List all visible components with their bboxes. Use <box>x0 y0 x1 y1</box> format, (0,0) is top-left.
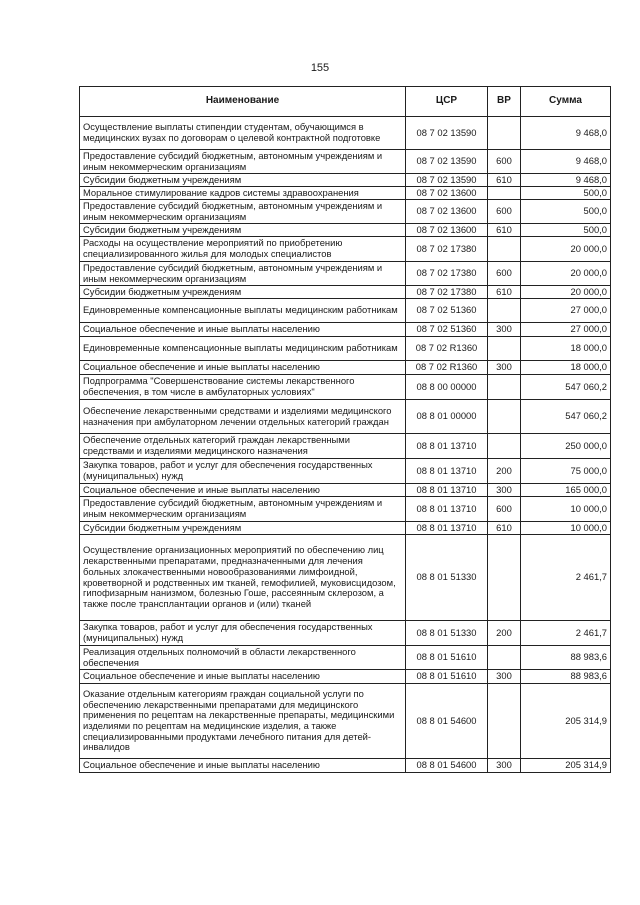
budget-table <box>79 86 611 773</box>
cell-sum: 27 000,0 <box>521 323 611 337</box>
table-row <box>80 621 611 646</box>
cell-csr: 08 8 01 13710 <box>406 522 488 535</box>
table-row <box>80 323 611 337</box>
cell-name: Социальное обеспечение и иные выплаты населению <box>80 323 406 337</box>
table-header-row <box>80 87 611 117</box>
cell-sum: 18 000,0 <box>521 361 611 375</box>
table-row <box>80 646 611 670</box>
cell-csr: 08 8 01 51330 <box>406 535 488 621</box>
cell-csr: 08 7 02 R1360 <box>406 361 488 375</box>
cell-name: Предоставление субсидий бюджетным, автономным учреждениям и иным некоммерческим организациям <box>80 150 406 174</box>
cell-vr <box>488 400 521 434</box>
table-row <box>80 375 611 400</box>
table-body <box>80 117 611 773</box>
table-row <box>80 187 611 200</box>
cell-vr: 610 <box>488 286 521 299</box>
cell-csr: 08 8 01 13710 <box>406 484 488 497</box>
cell-sum: 250 000,0 <box>521 434 611 459</box>
header-name: Наименование <box>80 87 406 117</box>
cell-sum: 27 000,0 <box>521 299 611 323</box>
table-row <box>80 522 611 535</box>
table-row <box>80 174 611 187</box>
cell-vr <box>488 187 521 200</box>
cell-csr: 08 8 01 13710 <box>406 497 488 522</box>
cell-name: Социальное обеспечение и иные выплаты населению <box>80 670 406 684</box>
cell-name: Обеспечение лекарственными средствами и изделиями медицинского назначения при амбулаторном лечении отдельных категорий граждан <box>80 400 406 434</box>
cell-csr: 08 8 01 13710 <box>406 459 488 484</box>
cell-vr <box>488 337 521 361</box>
header-vr: ВР <box>488 87 521 117</box>
cell-csr: 08 7 02 51360 <box>406 323 488 337</box>
cell-vr: 610 <box>488 224 521 237</box>
cell-sum: 20 000,0 <box>521 286 611 299</box>
cell-vr <box>488 237 521 262</box>
cell-sum: 20 000,0 <box>521 237 611 262</box>
table-row <box>80 150 611 174</box>
cell-csr: 08 8 01 13710 <box>406 434 488 459</box>
cell-name: Предоставление субсидий бюджетным, автономным учреждениям и иным некоммерческим организациям <box>80 497 406 522</box>
cell-name: Социальное обеспечение и иные выплаты населению <box>80 361 406 375</box>
cell-name: Расходы на осуществление мероприятий по приобретению специализированного жилья для молодых специалистов <box>80 237 406 262</box>
cell-name: Субсидии бюджетным учреждениям <box>80 174 406 187</box>
cell-sum: 9 468,0 <box>521 150 611 174</box>
cell-sum: 10 000,0 <box>521 522 611 535</box>
table-row <box>80 759 611 773</box>
header-csr: ЦСР <box>406 87 488 117</box>
table-row <box>80 237 611 262</box>
cell-csr: 08 7 02 13590 <box>406 174 488 187</box>
cell-name: Субсидии бюджетным учреждениям <box>80 286 406 299</box>
cell-vr <box>488 646 521 670</box>
cell-csr: 08 7 02 13600 <box>406 200 488 224</box>
cell-name: Социальное обеспечение и иные выплаты населению <box>80 484 406 497</box>
cell-csr: 08 7 02 13590 <box>406 117 488 150</box>
cell-csr: 08 8 01 51610 <box>406 646 488 670</box>
page-number: 155 <box>310 62 330 74</box>
cell-name: Реализация отдельных полномочий в области лекарственного обеспечения <box>80 646 406 670</box>
table-row <box>80 459 611 484</box>
cell-sum: 2 461,7 <box>521 621 611 646</box>
cell-vr: 610 <box>488 174 521 187</box>
cell-sum: 88 983,6 <box>521 646 611 670</box>
cell-vr <box>488 117 521 150</box>
cell-vr: 300 <box>488 484 521 497</box>
cell-vr: 200 <box>488 621 521 646</box>
cell-sum: 500,0 <box>521 187 611 200</box>
cell-csr: 08 7 02 17380 <box>406 237 488 262</box>
cell-vr <box>488 299 521 323</box>
table-row <box>80 434 611 459</box>
cell-sum: 2 461,7 <box>521 535 611 621</box>
cell-name: Осуществление организационных мероприятий по обеспечению лиц лекарственными препаратами, предназначенными для лечения больных злокачественными новообразованиями лимфоидной, кроветворной и родственных им тканей, гемофилией, муковисцидозом, гипофизарным нанизмом, болезнью Гоше, рассеянным склерозом, а также после трансплантации органов и (или) тканей <box>80 535 406 621</box>
table-row <box>80 684 611 759</box>
cell-sum: 205 314,9 <box>521 684 611 759</box>
cell-name: Осуществление выплаты стипендии студентам, обучающимся в медицинских вузах по договорам о целевой контрактной подготовке <box>80 117 406 150</box>
cell-csr: 08 8 01 51610 <box>406 670 488 684</box>
cell-sum: 20 000,0 <box>521 262 611 286</box>
header-sum: Сумма <box>521 87 611 117</box>
cell-csr: 08 7 02 17380 <box>406 286 488 299</box>
cell-name: Закупка товаров, работ и услуг для обеспечения государственных (муниципальных) нужд <box>80 621 406 646</box>
cell-sum: 500,0 <box>521 224 611 237</box>
cell-vr: 200 <box>488 459 521 484</box>
table-row <box>80 400 611 434</box>
cell-vr: 600 <box>488 262 521 286</box>
cell-sum: 205 314,9 <box>521 759 611 773</box>
table-row <box>80 484 611 497</box>
cell-csr: 08 7 02 51360 <box>406 299 488 323</box>
cell-sum: 547 060,2 <box>521 400 611 434</box>
cell-name: Оказание отдельным категориям граждан социальной услуги по обеспечению лекарственными препаратами для медицинского применения по рецептам на лекарственные препараты, медицинскими изделиями по рецептам на медицинские изделия, а также специализированными продуктами лечебного питания для детей-инвалидов <box>80 684 406 759</box>
cell-vr <box>488 434 521 459</box>
cell-sum: 547 060,2 <box>521 375 611 400</box>
cell-sum: 165 000,0 <box>521 484 611 497</box>
cell-vr: 600 <box>488 150 521 174</box>
table-row <box>80 361 611 375</box>
cell-name: Субсидии бюджетным учреждениям <box>80 522 406 535</box>
cell-name: Предоставление субсидий бюджетным, автономным учреждениям и иным некоммерческим организациям <box>80 200 406 224</box>
table-row <box>80 200 611 224</box>
cell-csr: 08 8 01 54600 <box>406 759 488 773</box>
table-row <box>80 117 611 150</box>
cell-name: Закупка товаров, работ и услуг для обеспечения государственных (муниципальных) нужд <box>80 459 406 484</box>
table-row <box>80 299 611 323</box>
cell-name: Единовременные компенсационные выплаты медицинским работникам <box>80 337 406 361</box>
cell-csr: 08 8 00 00000 <box>406 375 488 400</box>
cell-sum: 88 983,6 <box>521 670 611 684</box>
cell-name: Субсидии бюджетным учреждениям <box>80 224 406 237</box>
cell-sum: 75 000,0 <box>521 459 611 484</box>
cell-csr: 08 7 02 17380 <box>406 262 488 286</box>
cell-sum: 18 000,0 <box>521 337 611 361</box>
cell-csr: 08 7 02 13590 <box>406 150 488 174</box>
cell-sum: 9 468,0 <box>521 117 611 150</box>
cell-vr: 300 <box>488 323 521 337</box>
cell-vr: 610 <box>488 522 521 535</box>
table-row <box>80 670 611 684</box>
cell-vr <box>488 535 521 621</box>
cell-csr: 08 8 01 54600 <box>406 684 488 759</box>
table-row <box>80 337 611 361</box>
cell-name: Предоставление субсидий бюджетным, автономным учреждениям и иным некоммерческим организациям <box>80 262 406 286</box>
cell-sum: 10 000,0 <box>521 497 611 522</box>
cell-sum: 500,0 <box>521 200 611 224</box>
cell-vr <box>488 375 521 400</box>
cell-csr: 08 7 02 R1360 <box>406 337 488 361</box>
cell-vr: 300 <box>488 759 521 773</box>
cell-csr: 08 7 02 13600 <box>406 224 488 237</box>
cell-name: Подпрограмма "Совершенствование системы лекарственного обеспечения, в том числе в амбулаторных условиях" <box>80 375 406 400</box>
table-row <box>80 262 611 286</box>
cell-csr: 08 7 02 13600 <box>406 187 488 200</box>
cell-vr: 600 <box>488 200 521 224</box>
table-row <box>80 535 611 621</box>
table-row <box>80 224 611 237</box>
cell-name: Социальное обеспечение и иные выплаты населению <box>80 759 406 773</box>
cell-vr: 600 <box>488 497 521 522</box>
cell-vr: 300 <box>488 361 521 375</box>
cell-name: Обеспечение отдельных категорий граждан лекарственными средствами и изделиями медицинского назначения <box>80 434 406 459</box>
cell-vr: 300 <box>488 670 521 684</box>
cell-csr: 08 8 01 00000 <box>406 400 488 434</box>
cell-name: Моральное стимулирование кадров системы здравоохранения <box>80 187 406 200</box>
cell-name: Единовременные компенсационные выплаты медицинским работникам <box>80 299 406 323</box>
cell-sum: 9 468,0 <box>521 174 611 187</box>
table-row <box>80 286 611 299</box>
cell-csr: 08 8 01 51330 <box>406 621 488 646</box>
table-row <box>80 497 611 522</box>
cell-vr <box>488 684 521 759</box>
